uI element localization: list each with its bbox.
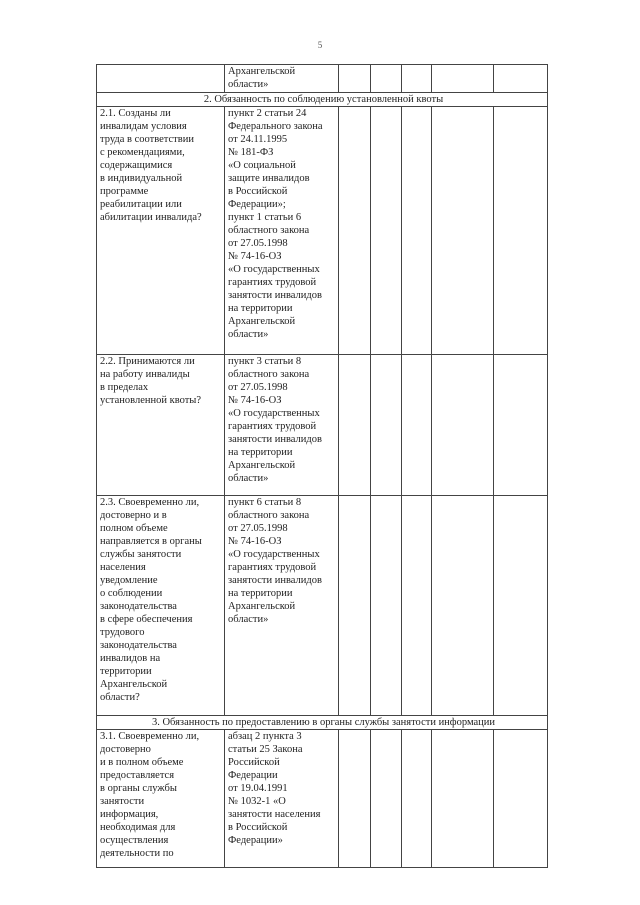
question-cell: 2.3. Своевременно ли, достоверно и в полном объеме направляется в органы службы занятости населения уведомление о соблюдении законодательства в сфере обеспечения трудового законодательства инвалидов на территории Архангельской области? xyxy=(97,496,225,716)
basis-cell: абзац 2 пункта 3 статьи 25 Закона Российской Федерации от 19.04.1991 № 1032-1 «О занятости населения в Российской Федерации» xyxy=(225,730,339,868)
answer-cell xyxy=(402,355,432,496)
answer-cell xyxy=(494,496,548,716)
checklist-table xyxy=(96,64,548,868)
table-row xyxy=(97,65,548,93)
answer-cell xyxy=(432,496,494,716)
answer-cell xyxy=(371,496,402,716)
table-row xyxy=(97,730,548,868)
answer-cell xyxy=(432,107,494,355)
basis-cell: Архангельской области» xyxy=(225,65,339,93)
page-number: 5 xyxy=(317,40,323,50)
answer-cell xyxy=(371,107,402,355)
answer-cell xyxy=(402,65,432,93)
table-row xyxy=(97,355,548,496)
question-cell: 2.1. Созданы ли инвалидам условия труда в соответствии с рекомендациями, содержащимися в индивидуальной программе реабилитации или абилитации инвалида? xyxy=(97,107,225,355)
table-row xyxy=(97,496,548,716)
answer-cell xyxy=(432,65,494,93)
section-title: 3. Обязанность по предоставлению в органы службы занятости информации xyxy=(97,716,548,730)
answer-cell xyxy=(494,355,548,496)
answer-cell xyxy=(339,730,371,868)
section-header-row xyxy=(97,716,548,730)
question-cell xyxy=(97,65,225,93)
basis-cell: пункт 3 статьи 8 областного закона от 27.05.1998 № 74-16-ОЗ «О государственных гарантиях трудовой занятости инвалидов на территории Архангельской области» xyxy=(225,355,339,496)
section-title: 2. Обязанность по соблюдению установленной квоты xyxy=(97,93,548,107)
answer-cell xyxy=(339,355,371,496)
basis-cell: пункт 6 статьи 8 областного закона от 27.05.1998 № 74-16-ОЗ «О государственных гарантиях трудовой занятости инвалидов на территории Архангельской области» xyxy=(225,496,339,716)
answer-cell xyxy=(402,496,432,716)
answer-cell xyxy=(402,730,432,868)
answer-cell xyxy=(402,107,432,355)
answer-cell xyxy=(494,730,548,868)
answer-cell xyxy=(494,65,548,93)
section-header-row xyxy=(97,93,548,107)
answer-cell xyxy=(494,107,548,355)
answer-cell xyxy=(371,730,402,868)
question-cell: 2.2. Принимаются ли на работу инвалиды в пределах установленной квоты? xyxy=(97,355,225,496)
answer-cell xyxy=(339,107,371,355)
answer-cell xyxy=(371,65,402,93)
answer-cell xyxy=(339,65,371,93)
answer-cell xyxy=(432,355,494,496)
table-row xyxy=(97,107,548,355)
basis-cell: пункт 2 статьи 24 Федерального закона от 24.11.1995 № 181-ФЗ «О социальной защите инвалидов в Российской Федерации»; пункт 1 статьи 6 областного закона от 27.05.1998 № 74-16-ОЗ «О государственных гарантиях трудовой занятости инвалидов на территории Архангельской области» xyxy=(225,107,339,355)
answer-cell xyxy=(371,355,402,496)
answer-cell xyxy=(432,730,494,868)
question-cell: 3.1. Своевременно ли, достоверно и в полном объеме предоставляется в органы службы занятости информация, необходимая для осуществления деятельности по xyxy=(97,730,225,868)
answer-cell xyxy=(339,496,371,716)
